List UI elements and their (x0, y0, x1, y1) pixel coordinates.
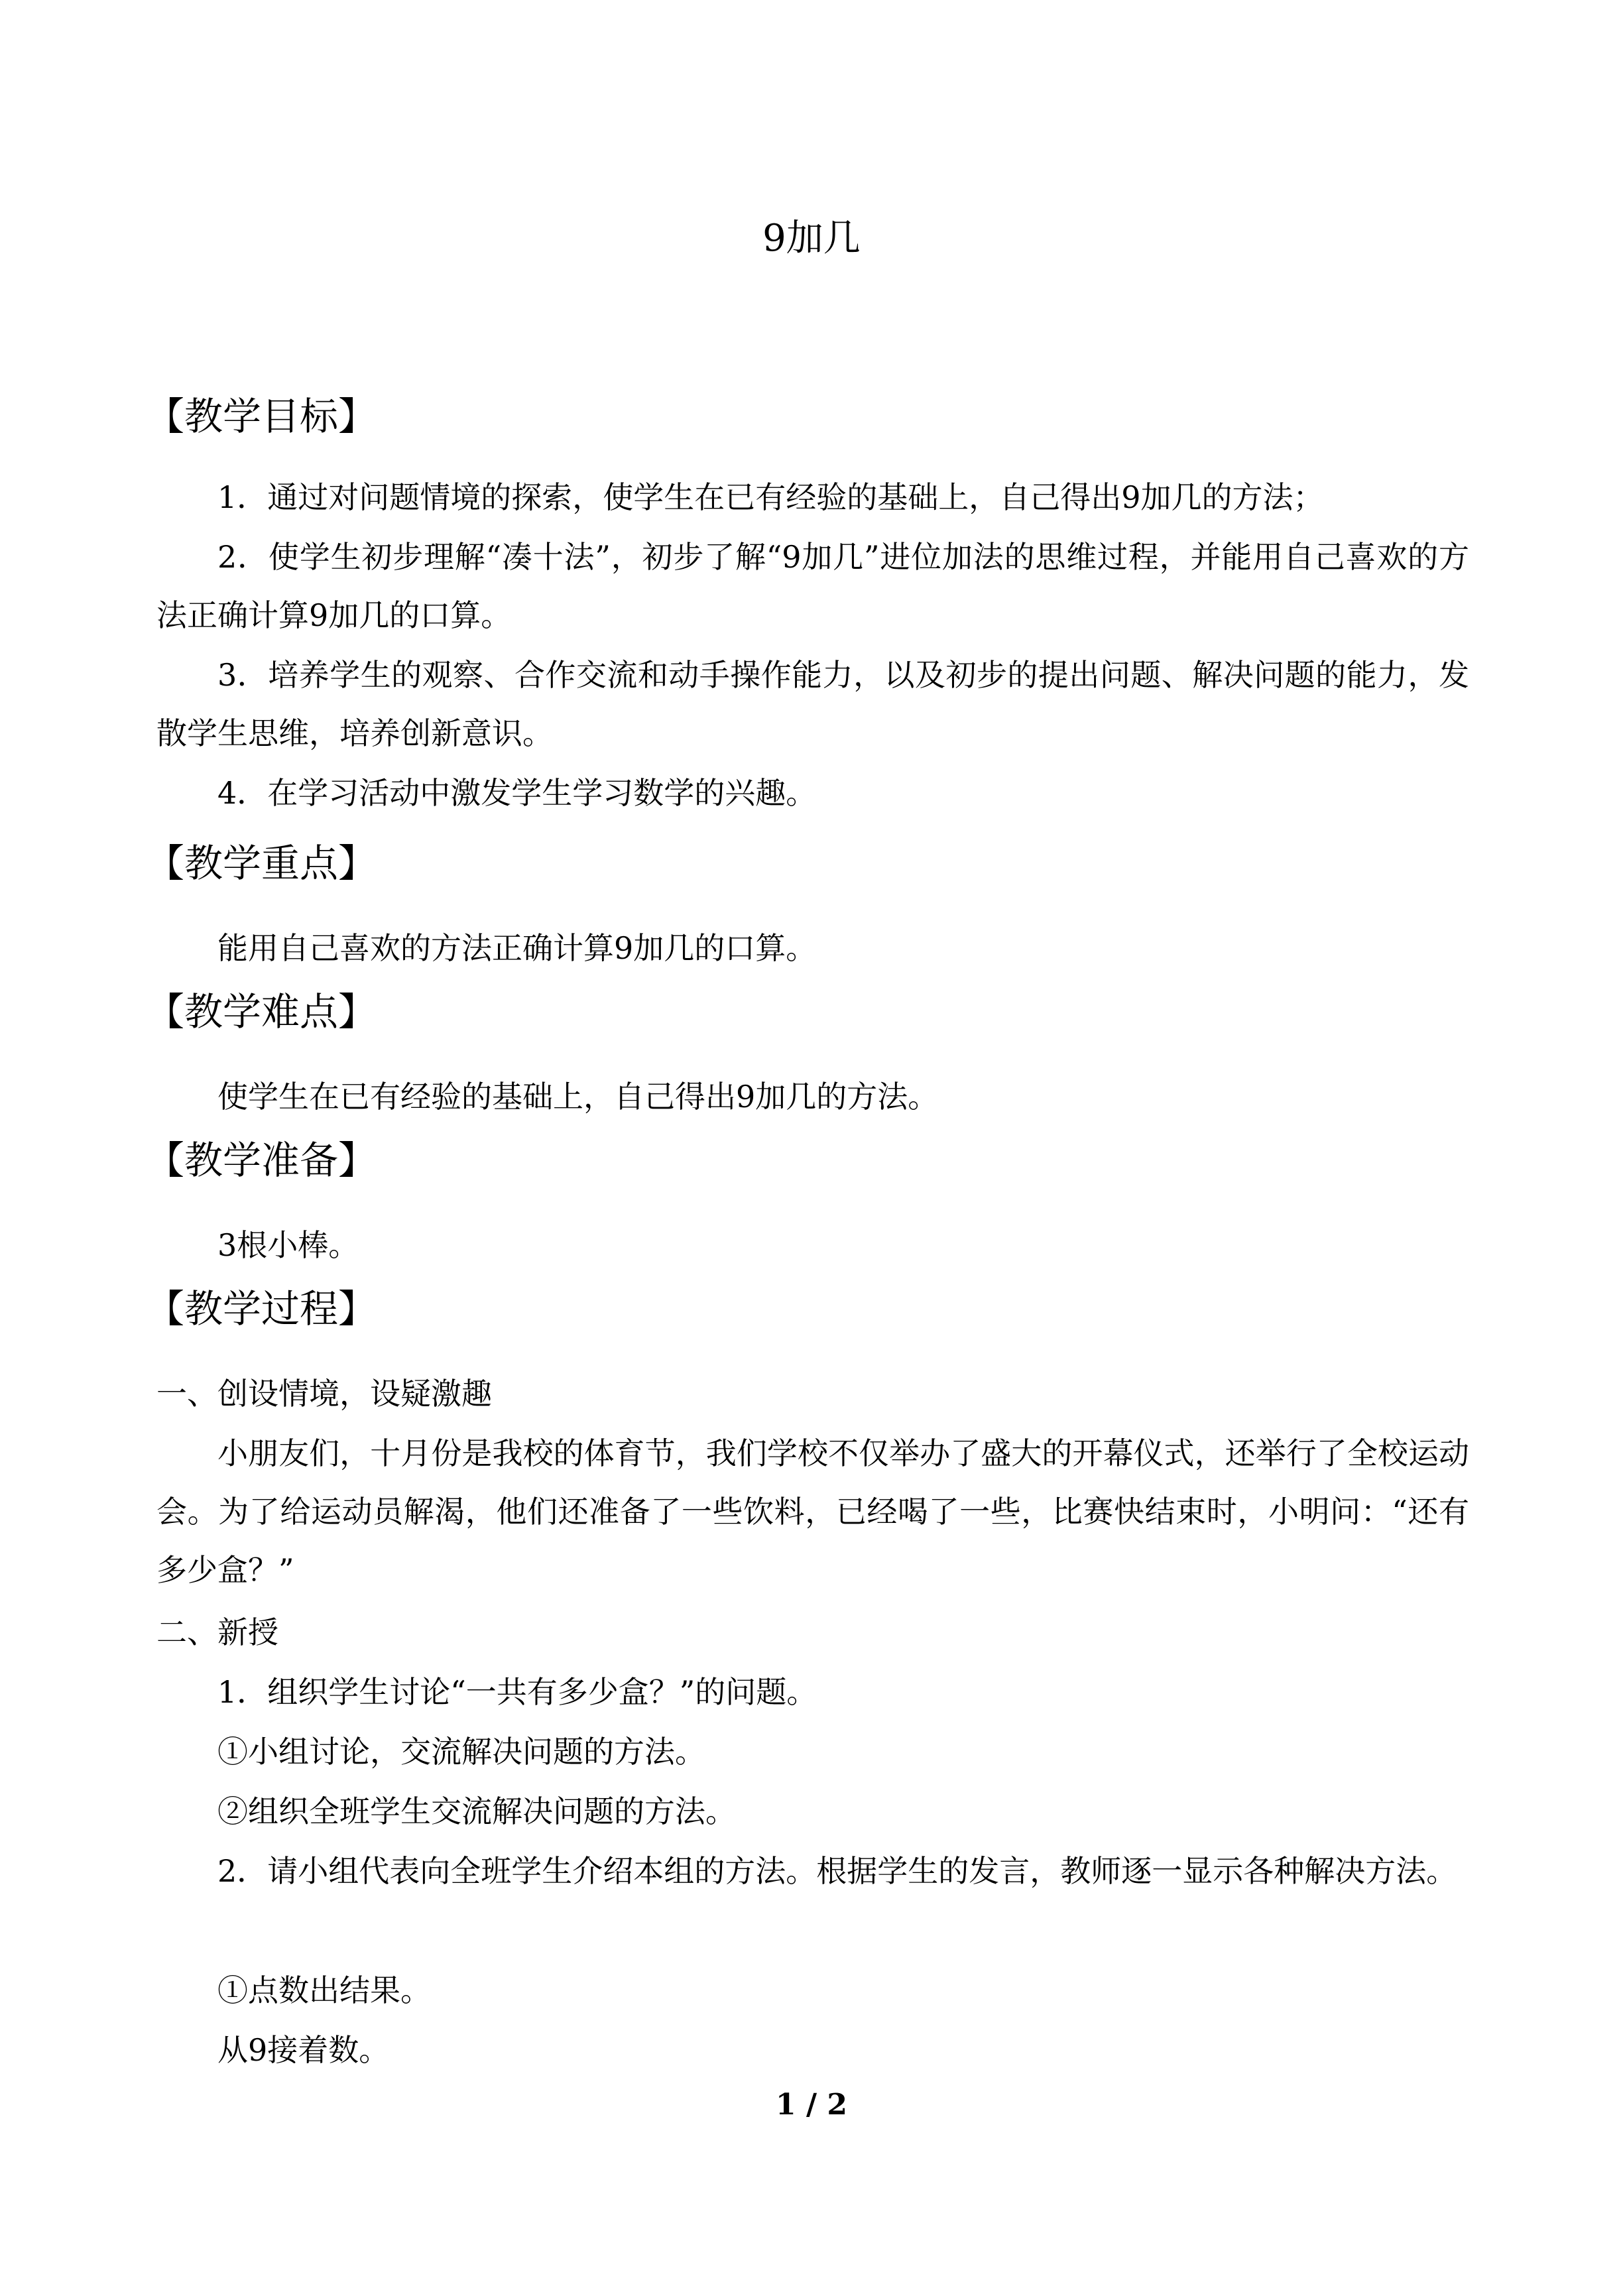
page-number: 1 / 2 (776, 2088, 847, 2122)
preparation-heading: 【教学准备】 (146, 1138, 377, 1183)
process-step2: 2．请小组代表向全班学生介绍本组的方法。根据学生的发言，教师逐一显示各种解决方法。 (217, 1853, 1457, 1889)
process-part2-title: 二、新授 (156, 1614, 278, 1650)
document-title: 9加几 (762, 217, 861, 260)
objective-item-3: 3．培养学生的观察、合作交流和动手操作能力，以及初步的提出问题、解决问题的能力，发散学生思维，培养创新意识。 (156, 657, 1469, 751)
process-part1-title: 一、创设情境，设疑激趣 (156, 1376, 492, 1412)
process-heading: 【教学过程】 (146, 1286, 377, 1331)
difficulty-text: 使学生在已有经验的基础上，自己得出9加几的方法。 (217, 1079, 939, 1115)
objective-item-4: 4．在学习活动中激发学生学习数学的兴趣。 (217, 775, 817, 811)
key-point-heading: 【教学重点】 (146, 841, 377, 886)
process-step2-a-detail: 从9接着数。 (217, 2032, 390, 2068)
key-point-text: 能用自己喜欢的方法正确计算9加几的口算。 (217, 930, 817, 966)
process-step1-b: ②组织全班学生交流解决问题的方法。 (217, 1793, 736, 1829)
preparation-text: 3根小棒。 (217, 1227, 359, 1263)
difficulty-heading: 【教学难点】 (146, 989, 377, 1034)
objective-item-1: 1．通过对问题情境的探索，使学生在已有经验的基础上，自己得出9加几的方法； (217, 479, 1324, 515)
process-part1-text: 小朋友们，十月份是我校的体育节，我们学校不仅举办了盛大的开幕仪式，还举行了全校运动会。为了给运动员解渴，他们还准备了一些饮料，已经喝了一些，比赛快结束时，小明问：“还有多少盒？” (156, 1435, 1469, 1588)
objective-item-2: 2．使学生初步理解“凑十法”，初步了解“9加几”进位加法的思维过程，并能用自己喜欢的方法正确计算9加几的口算。 (156, 539, 1469, 633)
objectives-heading: 【教学目标】 (146, 394, 377, 439)
process-step1-a: ①小组讨论，交流解决问题的方法。 (217, 1734, 705, 1770)
process-step2-a: ①点数出结果。 (217, 1972, 431, 2008)
process-step1: 1．组织学生讨论“一共有多少盒？”的问题。 (217, 1674, 817, 1710)
